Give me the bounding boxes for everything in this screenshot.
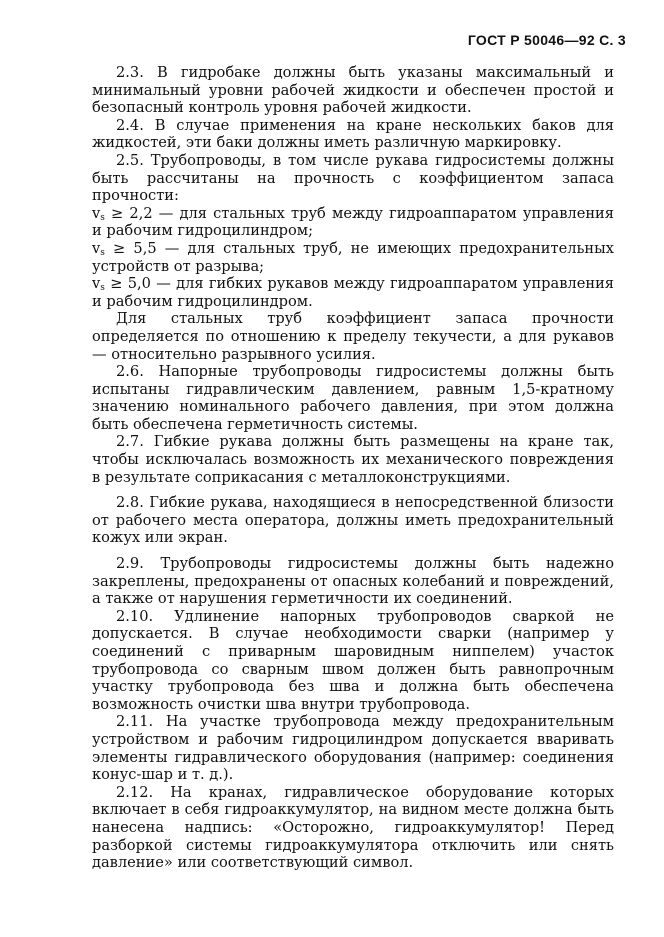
paragraph-2-10: 2.10. Удлинение напорных трубопроводов сваркой не допускается. В случае необходимости сварки (например у соединений с приварным шаровидным ниппелем) участок трубопровода со сварным швом должен быть равнопрочным участку трубопровода без шва и должна быть обеспечена возможность очистки шва внутри трубопровода.: [92, 607, 614, 713]
paragraph-2-5: 2.5. Трубопроводы, в том числе рукава гидросистемы должны быть рассчитаны на прочность с коэффициентом запаса прочности:: [92, 151, 614, 205]
document-body: [92, 64, 614, 872]
formula-line-2: [92, 240, 614, 275]
page-header: ГОСТ Р 50046—92 С. 3: [467, 32, 626, 48]
paragraph-2-11: 2.11. На участке трубопровода между предохранительным устройством и рабочим гидроцилиндром допускается вваривать элементы гидравлического оборудования (например: соединения конус-шар и т. д.).: [92, 713, 614, 784]
formula-line-1: [92, 205, 614, 240]
formula-line-3: [92, 275, 614, 310]
paragraph-2-12: 2.12. На кранах, гидравлическое оборудование которых включает в себя гидроаккумулятор, на видном месте должна быть нанесена надпись: «Осторожно, гидроаккумулятор! Перед разборкой системы гидроаккумулятора отключить или снять давление» или соответствующий символ.: [92, 783, 614, 872]
paragraph-2-8: 2.8. Гибкие рукава, находящиеся в непосредственной близости от рабочего места оператора, должны иметь предохранительный кожух или экран.: [92, 494, 614, 547]
formula-2-text: ≥ 5,5 — для стальных труб, не имеющих предохранительных устройств от разрыва;: [92, 239, 615, 275]
paragraph-2-7: 2.7. Гибкие рукава должны быть размещены на кране так, чтобы исключалась возможность их механического повреждения в результате соприкасания с металлоконструкциями.: [92, 433, 614, 486]
formula-1-text: ≥ 2,2 — для стальных труб между гидроаппаратом управления и рабочим гидроцилиндром;: [92, 204, 614, 240]
safety-factor-symbol: $v_s$: [92, 275, 105, 294]
paragraph-steel-note: Для стальных труб коэффициент запаса прочности определяется по отношению к пределу текучести, а для рукавов — относительно разрывного усилия.: [92, 310, 614, 363]
paragraph-2-6: 2.6. Напорные трубопроводы гидросистемы должны быть испытаны гидравлическим давлением, равным 1,5-кратному значению номинального рабочего давления, при этом должна быть обеспечена герметичность системы.: [92, 363, 614, 433]
safety-factor-symbol: $v_s$: [92, 239, 105, 258]
formula-3-text: ≥ 5,0 — для гибких рукавов между гидроаппаратом управления и рабочим гидроцилиндром.: [92, 275, 614, 310]
safety-factor-symbol: $v_s$: [92, 204, 105, 223]
paragraph-2-4: 2.4. В случае применения на кране нескольких баков для жидкостей, эти баки должны иметь различную маркировку.: [92, 116, 614, 152]
paragraph-2-3: 2.3. В гидробаке должны быть указаны максимальный и минимальный уровни рабочей жидкости и обеспечен простой и безопасный контроль уровня рабочей жидкости.: [92, 64, 614, 117]
paragraph-2-9: 2.9. Трубопроводы гидросистемы должны быть надежно закреплены, предохранены от опасных колебаний и повреждений, а также от нарушения герметичности их соединений.: [92, 555, 614, 608]
